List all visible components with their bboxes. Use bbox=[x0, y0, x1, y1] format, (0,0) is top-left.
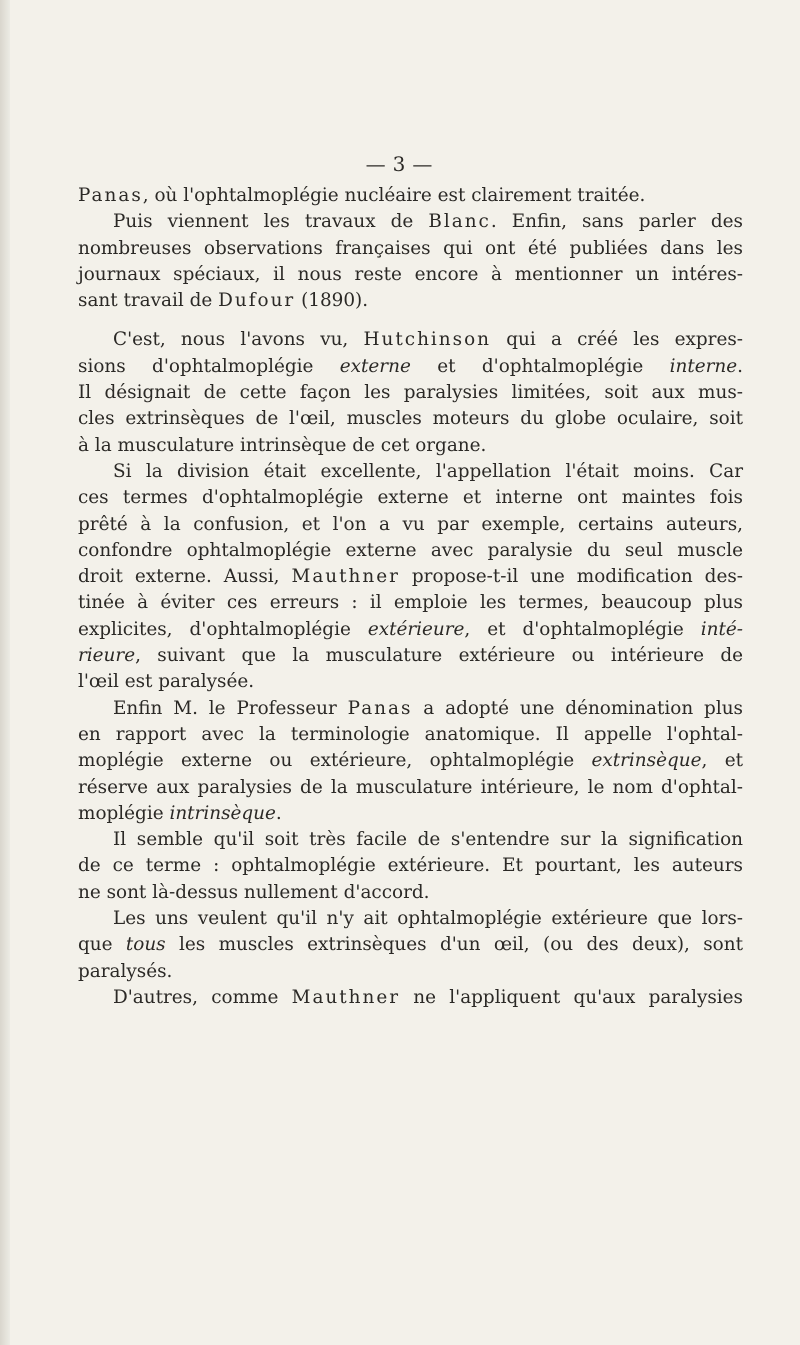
text-line bbox=[78, 236, 743, 262]
text-span: tinée à éviter ces erreurs : il emploie les termes, beaucoup plus bbox=[78, 592, 743, 614]
text-span: à la musculature intrinsèque de cet organe. bbox=[78, 434, 487, 456]
text-line bbox=[78, 209, 743, 235]
text-line bbox=[78, 775, 743, 801]
text-span: (1890). bbox=[295, 290, 369, 312]
emphasized-term: rieure bbox=[78, 645, 136, 667]
text-line bbox=[78, 696, 743, 722]
text-span: Il semble qu'il soit très facile de s'entendre sur la signification bbox=[113, 829, 743, 851]
text-line bbox=[78, 722, 743, 748]
text-line bbox=[78, 183, 743, 209]
text-span: Enfin M. le Professeur bbox=[113, 697, 348, 719]
text-line bbox=[78, 288, 743, 314]
text-span: droit externe. Aussi, bbox=[78, 566, 292, 588]
text-span: ne sont là-dessus nullement d'accord. bbox=[78, 881, 430, 903]
text-line bbox=[78, 853, 743, 879]
text-line bbox=[78, 748, 743, 774]
emphasized-term: extérieure bbox=[367, 618, 465, 640]
text-span: confondre ophtalmoplégie externe avec paralysie du seul muscle bbox=[78, 539, 743, 561]
text-span: Puis viennent les travaux de bbox=[113, 211, 429, 233]
text-line bbox=[78, 827, 743, 853]
text-line bbox=[78, 564, 743, 590]
text-line bbox=[78, 880, 743, 906]
text-span: de ce terme : ophtalmoplégie extérieure. Et pourtant, les auteurs bbox=[78, 855, 743, 877]
text-line bbox=[78, 433, 743, 459]
emphasized-term: tous bbox=[125, 934, 166, 956]
text-line bbox=[78, 354, 743, 380]
text-span: prêté à la confusion, et l'on a vu par exemple, certains auteurs, bbox=[78, 513, 743, 535]
author-name: Mauthner bbox=[291, 986, 401, 1008]
text-line bbox=[78, 669, 743, 695]
text-span: les muscles extrinsèques d'un œil, (ou des deux), sont bbox=[165, 934, 743, 956]
text-span: moplégie externe ou extérieure, ophtalmoplégie bbox=[78, 750, 592, 772]
author-name: Dufour bbox=[218, 290, 296, 312]
text-span: l'œil est paralysée. bbox=[78, 671, 255, 693]
text-span: , et bbox=[701, 750, 743, 772]
body-text bbox=[78, 183, 743, 1011]
text-span: journaux spéciaux, il nous reste encore à mentionner un intéres- bbox=[78, 263, 743, 285]
text-line bbox=[78, 985, 743, 1011]
text-line bbox=[78, 406, 743, 432]
text-span: C'est, nous l'avons vu, bbox=[113, 329, 364, 351]
page-edge-shadow bbox=[0, 0, 10, 1345]
author-name: Hutchinson bbox=[363, 329, 491, 351]
text-span: , où l'ophtalmoplégie nucléaire est clairement traitée. bbox=[142, 185, 646, 206]
author-name: Mauthner bbox=[291, 566, 400, 588]
text-span: D'autres, comme bbox=[113, 986, 292, 1008]
text-span: sions d'ophtalmoplégie bbox=[78, 355, 340, 377]
text-span: nombreuses observations françaises qui ont été publiées dans les bbox=[78, 237, 743, 259]
text-line bbox=[78, 959, 743, 985]
text-line bbox=[78, 643, 743, 669]
text-span: et d'ophtalmoplégie bbox=[410, 355, 670, 377]
emphasized-term: extrinsèque bbox=[591, 750, 702, 772]
emphasized-term: interne bbox=[669, 355, 738, 377]
text-span: qui a créé les expres- bbox=[491, 329, 743, 351]
page-number: — 3 — bbox=[365, 152, 435, 176]
text-line bbox=[78, 932, 743, 958]
text-line bbox=[78, 512, 743, 538]
emphasized-term: externe bbox=[339, 355, 411, 377]
text-line bbox=[78, 617, 743, 643]
emphasized-term: inté- bbox=[700, 618, 744, 640]
page-number-value: 3 bbox=[392, 152, 408, 176]
text-span: Si la division était excellente, l'appellation l'était moins. Car bbox=[113, 460, 743, 482]
text-line bbox=[78, 906, 743, 932]
author-name: Blanc bbox=[428, 211, 491, 233]
text-span: Il désignait de cette façon les paralysies limitées, soit aux mus- bbox=[78, 382, 743, 404]
text-line bbox=[78, 801, 743, 827]
emphasized-term: intrinsèque bbox=[169, 802, 276, 824]
text-span: que bbox=[78, 934, 126, 956]
text-line bbox=[78, 590, 743, 616]
text-span: . bbox=[737, 355, 743, 377]
author-name: Panas bbox=[78, 185, 143, 206]
text-span: , suivant que la musculature extérieure ou intérieure de bbox=[135, 645, 743, 667]
text-line bbox=[78, 538, 743, 564]
text-line bbox=[78, 380, 743, 406]
author-name: Panas bbox=[347, 697, 413, 719]
text-span: paralysés. bbox=[78, 960, 173, 982]
text-line bbox=[78, 459, 743, 485]
text-span: explicites, d'ophtalmoplégie bbox=[78, 618, 368, 640]
text-span: réserve aux paralysies de la musculature intérieure, le nom d'ophtal- bbox=[78, 776, 743, 798]
text-span: en rapport avec la terminologie anatomique. Il appelle l'ophtal- bbox=[78, 723, 743, 745]
text-line bbox=[78, 262, 743, 288]
text-span: . bbox=[275, 802, 282, 824]
text-span: cles extrinsèques de l'œil, muscles moteurs du globe oculaire, soit bbox=[78, 408, 743, 430]
text-span: moplégie bbox=[78, 802, 170, 824]
text-span: ne l'appliquent qu'aux paralysies bbox=[400, 986, 743, 1008]
text-span: , et d'ophtalmoplégie bbox=[464, 618, 701, 640]
text-span: . Enfin, sans parler des bbox=[490, 211, 743, 233]
text-line bbox=[78, 327, 743, 353]
text-span: Les uns veulent qu'il n'y ait ophtalmoplégie extérieure que lors- bbox=[113, 908, 743, 930]
text-span: propose-t-il une modification des- bbox=[399, 566, 743, 588]
text-span: ces termes d'ophtalmoplégie externe et interne ont maintes fois bbox=[78, 487, 743, 509]
text-span: sant travail de bbox=[78, 290, 219, 312]
text-span: a adopté une dénomination plus bbox=[412, 697, 743, 719]
text-line bbox=[78, 485, 743, 511]
